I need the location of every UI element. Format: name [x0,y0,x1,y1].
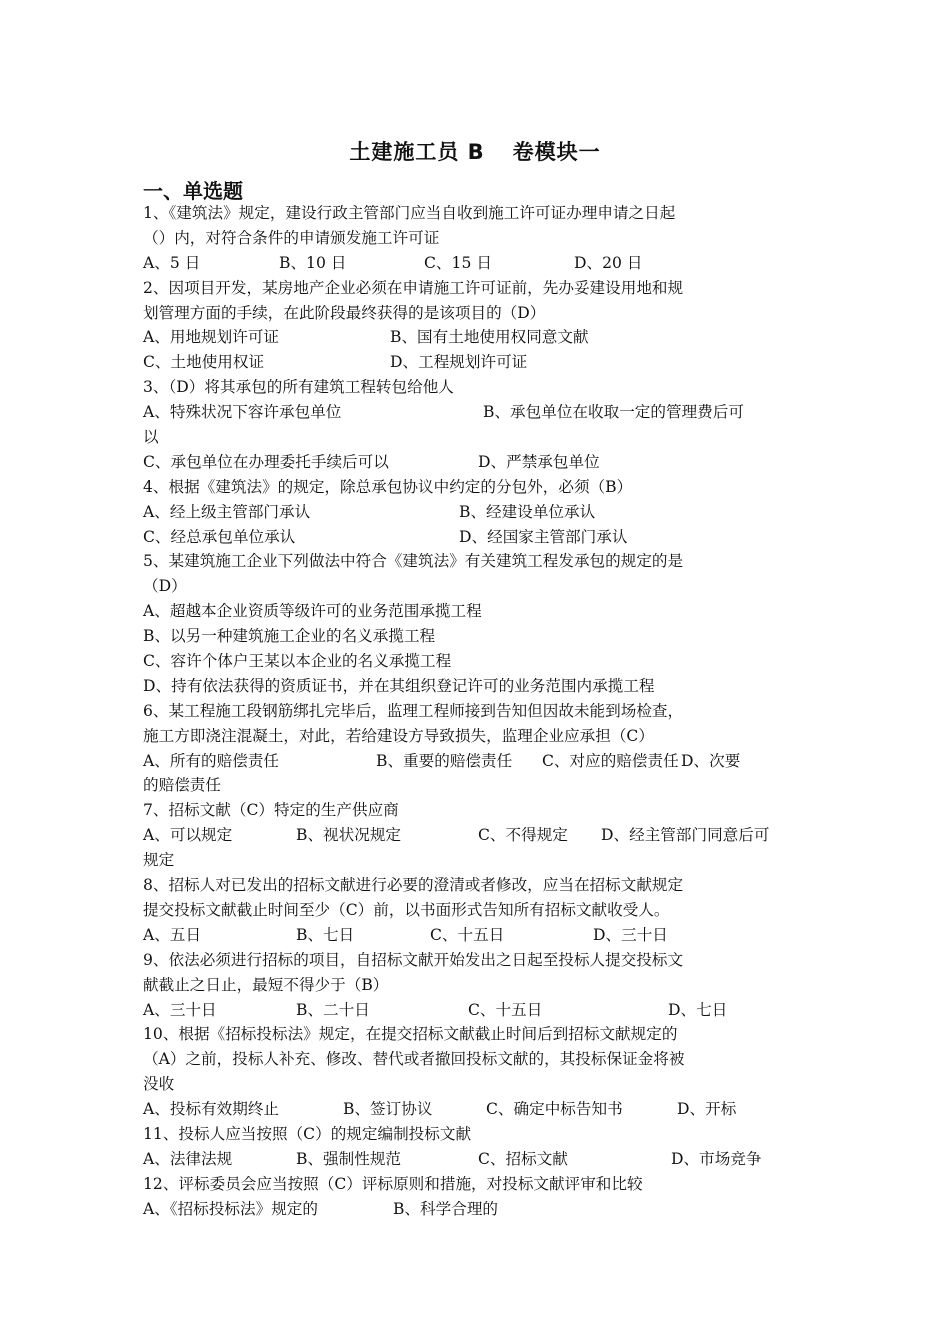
answer-option: D、七日 [668,1000,728,1019]
answer-option: B、强制性规范 [296,1149,402,1168]
answer-option: B、重要的赔偿责任 [376,751,513,770]
text-line: （D） [143,577,187,596]
text-line: 的赔偿责任 [143,776,221,795]
answer-option: B、国有土地使用权同意文献 [390,328,589,347]
text-line [143,251,808,276]
text-line: 献截止之日止，最短不得少于（B） [143,975,389,994]
answer-option: C、招标文献 [478,1149,568,1168]
text-line [143,749,808,774]
text-line [143,923,808,948]
text-line: （A）之前，投标人补充、修改、替代或者撤回投标文献的，其投标保证金将被 [143,1050,685,1069]
answer-option: A、经上级主管部门承认 [143,502,311,521]
answer-option: B、签订协议 [343,1100,433,1119]
text-line [143,823,808,848]
text-line: 4、根据《建筑法》的规定，除总承包协议中约定的分包外，必须（B） [143,477,633,496]
answer-option: C、十五日 [430,925,505,944]
answer-option: A、5 日 [143,253,201,272]
text-line [143,400,808,425]
answer-option: A、所有的赔偿责任 [143,751,280,770]
answer-option: C、不得规定 [478,826,568,845]
answer-option: D、次要 [681,751,741,770]
text-line: 10、根据《招标投标法》规定，在提交招标文献截止时间后到招标文献规定的 [143,1025,678,1044]
text-line [143,1197,808,1222]
answer-option: D、工程规划许可证 [390,353,528,372]
answer-option: A、用地规划许可证 [143,328,280,347]
text-line: 以 [143,428,159,447]
answer-option: C、确定中标告知书 [486,1100,623,1119]
answer-option: D、经主管部门同意后可 [601,826,770,845]
text-line [143,350,808,375]
answer-option: A、三十日 [143,1000,217,1019]
text-line: 6、某工程施工段钢筋绑扎完毕后，监理工程师接到告知但因故未能到场检查， [143,701,684,720]
text-line [143,1147,808,1172]
text-line: C、容许个体户王某以本企业的名义承揽工程 [143,652,452,671]
text-line: 规定 [143,851,175,870]
text-line: 提交投标文献截止时间至少（C）前，以书面形式告知所有招标文献收受人。 [143,900,670,919]
text-line: 2、因项目开发，某房地产企业必须在申请施工许可证前，先办妥建设用地和规 [143,278,684,297]
text-line: 12、评标委员会应当按照（C）评标原则和措施，对投标文献评审和比较 [143,1174,643,1193]
text-line: 施工方即浇注混凝土，对此，若给建设方导致损失，监理企业应承担（C） [143,726,654,745]
answer-option: C、15 日 [424,253,492,272]
answer-option: A、法律法规 [143,1149,233,1168]
answer-option: B、10 日 [279,253,347,272]
text-line [143,450,808,475]
answer-option: A、特殊状况下容许承包单位 [143,403,342,422]
text-line [143,525,808,550]
answer-option: D、开标 [677,1100,737,1119]
answer-option: B、二十日 [296,1000,370,1019]
text-line: B、以另一种建筑施工企业的名义承揽工程 [143,627,436,646]
answer-option: B、视状况规定 [296,826,402,845]
text-line: 3、（D）将其承包的所有建筑工程转包给他人 [143,378,454,397]
answer-option: B、经建设单位承认 [459,502,596,521]
text-line: 划管理方面的手续，在此阶段最终获得的是该项目的（D） [143,303,546,322]
section-heading: 一、单选题 [143,179,243,203]
text-line: A、超越本企业资质等级许可的业务范围承揽工程 [143,602,482,621]
text-line [143,500,808,525]
text-line: 1、《建筑法》规定，建设行政主管部门应当自收到施工许可证办理申请之日起 [143,204,676,222]
answer-option: D、严禁承包单位 [478,452,600,471]
answer-option: C、对应的赔偿责任 [542,751,679,770]
text-line [143,998,808,1023]
answer-option: A、投标有效期终止 [143,1100,280,1119]
answer-option: C、承包单位在办理委托手续后可以 [143,452,389,471]
answer-option: D、经国家主管部门承认 [459,527,628,546]
answer-option: B、七日 [296,925,355,944]
text-line: （）内，对符合条件的申请颁发施工许可证 [143,228,440,247]
text-line: 11、投标人应当按照（C）的规定编制投标文献 [143,1124,472,1143]
document-title [0,136,950,166]
answer-option: A、《招标投标法》规定的 [143,1199,318,1218]
answer-option: C、十五日 [468,1000,543,1019]
text-line [143,1097,808,1122]
text-line: 7、招标文献（C）特定的生产供应商 [143,801,399,820]
answer-option: B、承包单位在收取一定的管理费后可 [483,403,744,422]
text-line: 8、招标人对已发出的招标文献进行必要的澄清或者修改，应当在招标文献规定 [143,876,684,895]
question-body [143,201,808,1222]
answer-option: D、20 日 [574,253,643,272]
title-part-2: 卷模块一 [512,140,601,164]
answer-option: A、可以规定 [143,826,233,845]
answer-option: A、五日 [143,925,202,944]
answer-option: B、科学合理的 [393,1199,499,1218]
answer-option: C、土地使用权证 [143,353,265,372]
text-line: 5、某建筑施工企业下列做法中符合《建筑法》有关建筑工程发承包的规定的是 [143,552,684,571]
answer-option: C、经总承包单位承认 [143,527,296,546]
title-part-1: 土建施工员 B [349,140,485,164]
answer-option: D、三十日 [593,925,668,944]
text-line: 没收 [143,1075,175,1094]
answer-option: D、市场竞争 [671,1149,762,1168]
text-line [143,325,808,350]
text-line: 9、依法必须进行招标的项目，自招标文献开始发出之日起至投标人提交投标文 [143,950,684,969]
text-line: D、持有依法获得的资质证书，并在其组织登记许可的业务范围内承揽工程 [143,676,655,695]
